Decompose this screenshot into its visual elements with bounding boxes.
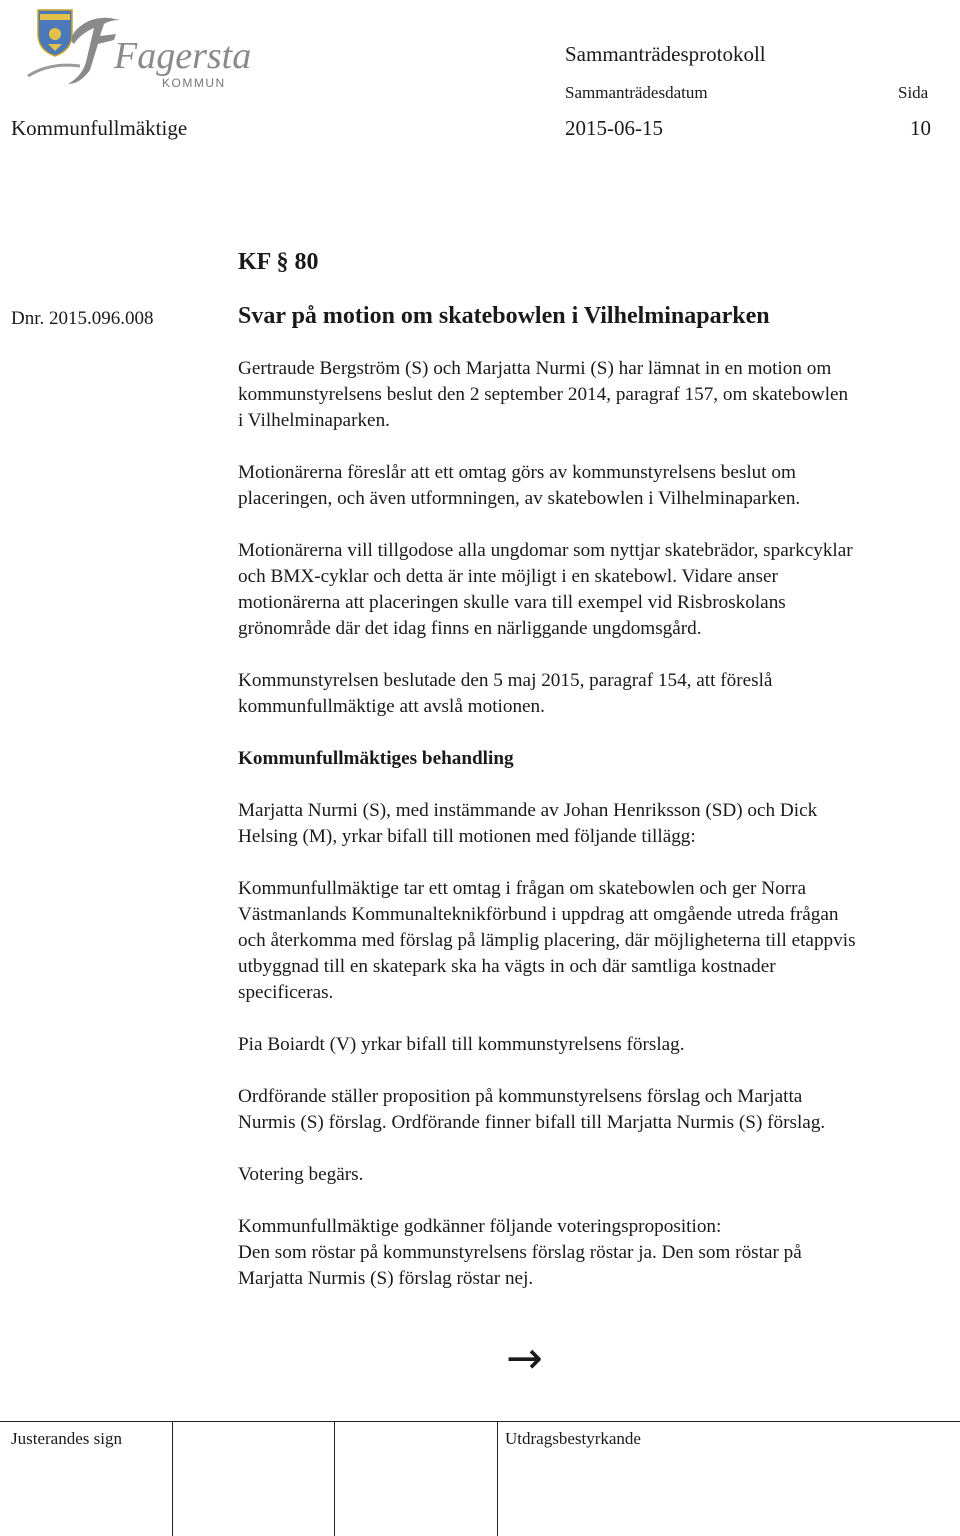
paragraph-motivation [238,538,950,642]
text-line: Marjatta Nurmis (S) förslag röstar nej. [238,1268,534,1289]
kommun-label: KOMMUN [162,76,226,90]
text-line: Kommunfullmäktige godkänner följande voteringsproposition: [238,1216,722,1237]
text-line: i Vilhelminaparken. [238,410,390,431]
paragraph-vote-requested [238,1162,950,1188]
paragraph-reference: KF § 80 [238,249,319,275]
paragraph-addition [238,876,950,1006]
paragraph-vote-proposition [238,1214,950,1292]
text-line: Motionärerna vill tillgodose alla ungdomar som nyttjar skatebrädor, sparkcyklar [238,540,853,561]
footer-divider [172,1421,173,1536]
fagersta-logo [10,4,252,96]
wordmark-text: Fagersta [114,35,252,77]
section-heading: Svar på motion om skatebowlen i Vilhelminaparken [238,303,770,329]
paragraph-proposition [238,1084,950,1136]
paragraph-nurmi-motion [238,798,950,850]
text-line: Gertraude Bergström (S) och Marjatta Nurmi (S) har lämnat in en motion om [238,358,832,379]
text-line: Votering begärs. [238,1164,364,1185]
text-line: motionärerna att placeringen skulle vara till exempel vid Risbroskolans [238,592,786,613]
page-number: 10 [910,116,931,140]
text-line: och återkomma med förslag på lämplig placering, där möjligheterna till etappvis [238,930,856,951]
text-line: Pia Boiardt (V) yrkar bifall till kommunstyrelsens förslag. [238,1034,685,1055]
text-line: Västmanlands Kommunalteknikförbund i uppdrag att omgående utreda frågan [238,904,839,925]
text-line: Motionärerna föreslår att ett omtag görs av kommunstyrelsens beslut om [238,462,796,483]
text-line: kommunstyrelsens beslut den 2 september 2014, paragraf 157, om skatebowlen [238,384,849,405]
footer-divider [497,1421,498,1536]
paragraph-boiardt [238,1032,950,1058]
meeting-date-label: Sammanträdesdatum [565,83,708,102]
text-line: Kommunfullmäktige tar ett omtag i frågan om skatebowlen och ger Norra [238,878,806,899]
text-line: Den som röstar på kommunstyrelsens förslag röstar ja. Den som röstar på [238,1242,802,1263]
footer-top-border [0,1421,960,1422]
text-line: och BMX-cyklar och detta är inte möjligt i en skatebowl. Vidare anser [238,566,778,587]
subheading-treatment: Kommunfullmäktiges behandling [238,748,514,769]
text-line: Marjatta Nurmi (S), med instämmande av Johan Henriksson (SD) och Dick [238,800,818,821]
protocol-title: Sammanträdesprotokoll [565,42,766,66]
text-line: grönområde där det idag finns en närliggande ungdomsgård. [238,618,702,639]
text-line: Nurmis (S) förslag. Ordförande finner bifall till Marjatta Nurmis (S) förslag. [238,1112,826,1133]
text-line: specificeras. [238,982,334,1003]
footer-divider [334,1421,335,1536]
organ-name: Kommunfullmäktige [11,116,188,140]
text-line: Kommunstyrelsen beslutade den 5 maj 2015, paragraf 154, att föreslå [238,670,773,691]
text-line: Ordförande ställer proposition på kommunstyrelsens förslag och Marjatta [238,1086,803,1107]
continue-arrow-icon: → [506,1333,543,1384]
text-line: placeringen, och även utformningen, av skatebowlen i Vilhelminaparken. [238,488,801,509]
diary-number: Dnr. 2015.096.008 [11,308,154,329]
document-body [238,356,950,1318]
text-line: utbyggnad till en skatepark ska ha vägts in och där samtliga kostnader [238,956,776,977]
paragraph-ks-decision [238,668,950,720]
paragraph-motion-intro [238,356,950,434]
sign-label: Justerandes sign [11,1429,122,1448]
text-line: Helsing (M), yrkar bifall till motionen med följande tillägg: [238,826,696,847]
paragraph-proposal [238,460,950,512]
meeting-date: 2015-06-15 [565,116,663,140]
page-label: Sida [898,83,929,102]
signature-footer [0,1421,960,1536]
extract-label: Utdragsbestyrkande [505,1429,641,1448]
coat-of-arms-icon [38,10,72,56]
text-line: kommunfullmäktige att avslå motionen. [238,696,545,717]
